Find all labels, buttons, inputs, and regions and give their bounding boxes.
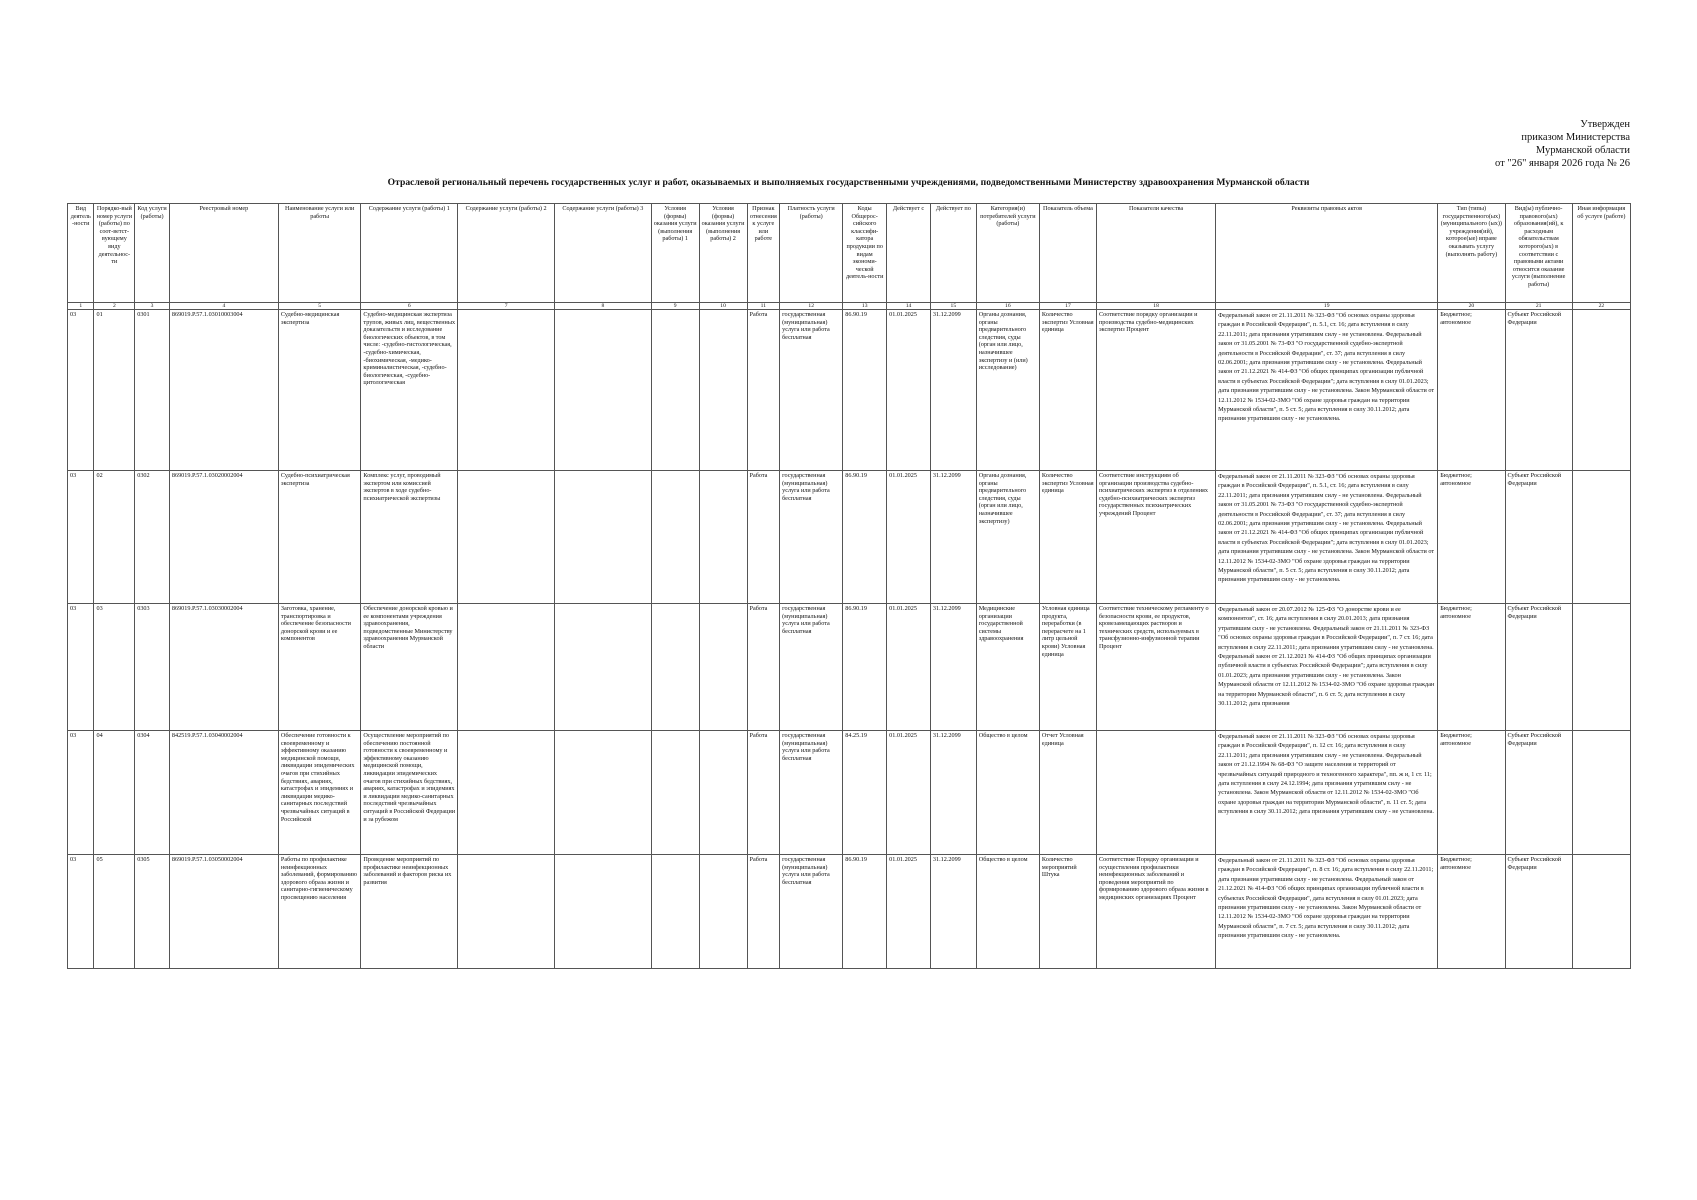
cell-content-2 <box>458 731 555 855</box>
cell-ordinal: 04 <box>94 731 135 855</box>
column-header: Показатели качества <box>1096 204 1215 303</box>
cell-activity-type: 03 <box>68 471 94 604</box>
column-number: 2 <box>94 303 135 310</box>
approval-stamp <box>1210 118 1630 170</box>
column-header: Коды Общерос-сийского классифи-катора продукции по видам экономи-ческой деятель-ности <box>843 204 887 303</box>
column-header: Условия (формы) оказания услуги (выполнения работы) 2 <box>699 204 747 303</box>
cell-service-name: Работы по профилактике неинфекционных заболеваний, формированию здорового образа жизни и санитарно-гигиеническому просвещению населения <box>278 855 361 969</box>
column-number: 4 <box>169 303 278 310</box>
table-row <box>68 604 1631 731</box>
column-header: Платность услуги (работы) <box>780 204 843 303</box>
cell-valid-from: 01.01.2025 <box>887 310 931 471</box>
column-number: 13 <box>843 303 887 310</box>
cell-payment: государственная (муниципальная) услуга или работа бесплатная <box>780 471 843 604</box>
column-header: Реестровый номер <box>169 204 278 303</box>
cell-content-2 <box>458 310 555 471</box>
approval-line-1: Утвержден <box>1580 119 1630 130</box>
cell-payment: государственная (муниципальная) услуга или работа бесплатная <box>780 604 843 731</box>
cell-service-or-work: Работа <box>747 731 780 855</box>
cell-valid-to: 31.12.2099 <box>930 471 976 604</box>
column-header: Признак отнесения к услуге или работе <box>747 204 780 303</box>
column-header: Реквизиты правовых актов <box>1216 204 1438 303</box>
cell-content-2 <box>458 855 555 969</box>
column-header: Действует с <box>887 204 931 303</box>
column-header: Содержание услуги (работы) 2 <box>458 204 555 303</box>
cell-condition-2 <box>699 471 747 604</box>
cell-activity-type: 03 <box>68 604 94 731</box>
cell-other-info <box>1572 855 1630 969</box>
cell-valid-to: 31.12.2099 <box>930 604 976 731</box>
column-header: Условия (формы) оказания услуги (выполнения работы) 1 <box>651 204 699 303</box>
cell-other-info <box>1572 604 1630 731</box>
column-header: Показатель объема <box>1039 204 1096 303</box>
cell-activity-type: 03 <box>68 310 94 471</box>
cell-activity-type: 03 <box>68 855 94 969</box>
cell-consumers: Медицинские организации государственной системы здравоохранения <box>976 604 1039 731</box>
cell-service-or-work: Работа <box>747 471 780 604</box>
table-row <box>68 471 1631 604</box>
column-header: Содержание услуги (работы) 1 <box>361 204 458 303</box>
cell-quality-indicators: Соответствие техническому регламенту о безопасности крови, ее продуктов, кровезамещающих растворов и технических средств, используемых в трансфузионно-инфузионной терапии Процент <box>1096 604 1215 731</box>
cell-volume-indicator: Количество экспертиз Условная единица <box>1039 310 1096 471</box>
approval-line-3: Мурманской области <box>1535 145 1630 156</box>
cell-public-entity: Субъект Российской Федерации <box>1505 310 1572 471</box>
column-number: 21 <box>1505 303 1572 310</box>
cell-registry-number: 869019.Р.57.1.03050002004 <box>169 855 278 969</box>
document-title: Отраслевой региональный перечень государственных услуг и работ, оказываемых и выполняемых государственными учреждениями, подведомственными Министерству здравоохранения Мурманской области <box>387 177 1310 188</box>
column-number: 6 <box>361 303 458 310</box>
services-registry-table <box>67 203 1631 969</box>
cell-consumers: Органы дознания, органы предварительного следствия, суды (орган или лицо, назначившее экспертизу) <box>976 471 1039 604</box>
table-row <box>68 731 1631 855</box>
column-number: 11 <box>747 303 780 310</box>
cell-condition-1 <box>651 471 699 604</box>
cell-content-3 <box>554 471 651 604</box>
cell-condition-1 <box>651 731 699 855</box>
cell-condition-2 <box>699 310 747 471</box>
cell-content-1: Проведение мероприятий по профилактике неинфекционных заболеваний и факторов риска их развития <box>361 855 458 969</box>
cell-okpd-code: 86.90.19 <box>843 604 887 731</box>
cell-public-entity: Субъект Российской Федерации <box>1505 731 1572 855</box>
cell-content-2 <box>458 604 555 731</box>
cell-registry-number: 869019.Р.57.1.03010003004 <box>169 310 278 471</box>
cell-valid-from: 01.01.2025 <box>887 471 931 604</box>
cell-valid-from: 01.01.2025 <box>887 855 931 969</box>
column-header: Код услуги (работы) <box>135 204 170 303</box>
cell-service-code: 0303 <box>135 604 170 731</box>
cell-registry-number: 869019.Р.57.1.03020002004 <box>169 471 278 604</box>
cell-ordinal: 02 <box>94 471 135 604</box>
cell-legal-acts: Федеральный закон от 21.11.2011 № 323-ФЗ "Об основах охраны здоровья граждан в Российской Федерации", п. 5.1, ст. 16; дата вступления в силу 22.11.2011; дата признания утратившим силу - не установлена. Федеральный закон от 31.05.2001 № 73-ФЗ "О государственной судебно-экспертной деятельности в Российской Федерации", ст. 37; дата вступления в силу 02.06.2001; дата признания утратившим силу - не установлена. Федеральный закон от 21.12.2021 № 414-ФЗ "Об общих принципах организации публичной власти в субъектах Российской Федерации"; дата вступления в силу 01.01.2023; дата признания утратившим силу - не установлена. Закон Мурманской области от 12.11.2012 № 1534-02-ЗМО "Об охране здоровья граждан на территории Мурманской области", п. 5 ст. 5; дата вступления в силу 30.11.2012; дата признания утратившим силу - не установлена. <box>1216 310 1438 471</box>
cell-institution-type: Бюджетное; автономное <box>1438 471 1505 604</box>
cell-service-name: Судебно-психиатрическая экспертиза <box>278 471 361 604</box>
column-number: 8 <box>554 303 651 310</box>
cell-volume-indicator: Количество экспертиз Условная единица <box>1039 471 1096 604</box>
cell-registry-number: 842519.Р.57.1.03040002004 <box>169 731 278 855</box>
cell-institution-type: Бюджетное; автономное <box>1438 855 1505 969</box>
cell-okpd-code: 86.90.19 <box>843 310 887 471</box>
cell-okpd-code: 84.25.19 <box>843 731 887 855</box>
cell-other-info <box>1572 731 1630 855</box>
cell-content-1: Комплекс услуг, проводимый экспертом или комиссией экспертов в ходе судебно-психиатрической экспертизы <box>361 471 458 604</box>
cell-content-3 <box>554 731 651 855</box>
cell-public-entity: Субъект Российской Федерации <box>1505 471 1572 604</box>
column-number: 9 <box>651 303 699 310</box>
cell-registry-number: 869019.Р.57.1.03030002004 <box>169 604 278 731</box>
column-header: Иная информация об услуге (работе) <box>1572 204 1630 303</box>
cell-content-3 <box>554 310 651 471</box>
column-header: Действует по <box>930 204 976 303</box>
column-header: Вид деятель-ности <box>68 204 94 303</box>
table-row <box>68 310 1631 471</box>
cell-quality-indicators: Соответствие инструкциям об организации производства судебно-психиатрических экспертиз в отделениях судебно-психиатрических экспертиз государственных психиатрических учреждений Процент <box>1096 471 1215 604</box>
column-number: 16 <box>976 303 1039 310</box>
cell-legal-acts: Федеральный закон от 21.11.2011 № 323-ФЗ "Об основах охраны здоровья граждан в Российской Федерации", п. 12 ст. 16; дата вступления в силу 22.11.2011; дата признания утратившим силу - не установлена. Федеральный закон от 21.12.1994 № 68-ФЗ "О защите населения и территорий от чрезвычайных ситуаций природного и техногенного характера", пп. ж и, 1 ст. 11; дата вступления в силу 24.12.1994; дата признания утратившим силу - не установлена. Закон Мурманской области от 12.11.2012 № 1534-02-ЗМО "Об охране здоровья граждан на территории Мурманской области", п. 11 ст. 5; дата вступления в силу 30.11.2012; дата признания утратившим силу - не установлена. <box>1216 731 1438 855</box>
column-number: 20 <box>1438 303 1505 310</box>
column-number: 17 <box>1039 303 1096 310</box>
cell-quality-indicators <box>1096 731 1215 855</box>
cell-activity-type: 03 <box>68 731 94 855</box>
column-number: 14 <box>887 303 931 310</box>
cell-valid-from: 01.01.2025 <box>887 731 931 855</box>
cell-okpd-code: 86.90.19 <box>843 855 887 969</box>
cell-service-name: Обеспечение готовности к своевременному и эффективному оказанию медицинской помощи, ликвидации эпидемических очагов при стихийных бедствиях, авариях, катастрофах и эпидемиях и ликвидации медико-санитарных последствий чрезвычайных ситуаций в Российской <box>278 731 361 855</box>
column-number: 22 <box>1572 303 1630 310</box>
cell-public-entity: Субъект Российской Федерации <box>1505 604 1572 731</box>
column-header: Тип (типы) государственного(ых) (муниципального (ых)) учреждения(ий), которое(ые) вправе оказывать услугу (выполнять работу) <box>1438 204 1505 303</box>
cell-payment: государственная (муниципальная) услуга или работа бесплатная <box>780 855 843 969</box>
column-number: 1 <box>68 303 94 310</box>
cell-legal-acts: Федеральный закон от 21.11.2011 № 323-ФЗ "Об основах охраны здоровья граждан в Российской Федерации", п. 5.1, ст. 16; дата вступления в силу 22.11.2011; дата признания утратившим силу - не установлена. Федеральный закон от 31.05.2001 № 73-ФЗ "О государственной судебно-экспертной деятельности в Российской Федерации", ст. 37; дата вступления в силу 02.06.2001; дата признания утратившим силу - не установлена. Федеральный закон от 21.12.2021 № 414-ФЗ "Об общих принципах организации публичной власти в субъектах Российской Федерации"; дата вступления в силу 01.01.2023; дата признания утратившим силу - не установлена. Закон Мурманской области от 12.11.2012 № 1534-02-ЗМО "Об охране здоровья граждан на территории Мурманской области", п. 5 ст. 5; дата вступления в силу 30.11.2012; дата признания утратившим силу - не установлена. <box>1216 471 1438 604</box>
column-number: 18 <box>1096 303 1215 310</box>
cell-condition-2 <box>699 604 747 731</box>
cell-legal-acts: Федеральный закон от 20.07.2012 № 125-ФЗ "О донорстве крови и ее компонентов", ст. 16; дата вступления в силу 20.01.2013; дата признания утратившим силу - не установлена. Федеральный закон от 21.11.2011 № 323-ФЗ "Об основах охраны здоровья граждан в Российской Федерации", п. 7 ст. 16; дата вступления в силу 22.11.2011; дата признания утратившим силу - не установлена. Федеральный закон от 21.12.2021 № 414-ФЗ "Об общих принципах организации публичной власти в субъектах Российской Федерации"; дата вступления в силу 01.01.2023; дата признания утратившим силу - не установлена. Закон Мурманской области от 12.11.2012 № 1534-02-ЗМО "Об охране здоровья граждан на территории Мурманской области", п. 6 ст. 5; дата вступления в силу 30.11.2012; дата признания <box>1216 604 1438 731</box>
approval-line-2: приказом Министерства <box>1521 132 1630 143</box>
cell-service-code: 0305 <box>135 855 170 969</box>
column-number: 5 <box>278 303 361 310</box>
cell-institution-type: Бюджетное; автономное <box>1438 310 1505 471</box>
cell-content-2 <box>458 471 555 604</box>
cell-content-1: Судебно-медицинская экспертиза трупов, живых лиц, вещественных доказательств и исследование биологических объектов, в том числе: -судебно-гистологическая, -судебно-химическая, -биохимическая, -медико-криминалистическая, -судебно-биологическая, -судебно-цитологическая <box>361 310 458 471</box>
cell-quality-indicators: Соответствие Порядку организации и осуществления профилактики неинфекционных заболеваний и проведения мероприятий по формированию здорового образа жизни в медицинских организациях Процент <box>1096 855 1215 969</box>
cell-valid-to: 31.12.2099 <box>930 731 976 855</box>
cell-service-code: 0302 <box>135 471 170 604</box>
cell-service-or-work: Работа <box>747 855 780 969</box>
cell-legal-acts: Федеральный закон от 21.11.2011 № 323-ФЗ "Об основах охраны здоровья граждан в Российской Федерации", п. 8 ст. 16; дата вступления в силу 22.11.2011; дата признания утратившим силу - не установлена. Федеральный закон от 21.12.2021 № 414-ФЗ "Об общих принципах организации публичной власти в субъектах Российской Федерации", дата вступления в силу 01.01.2023; дата признания утратившим силу - не установлена. Закон Мурманской области от 12.11.2012 № 1534-02-ЗМО "Об охране здоровья граждан на территории Мурманской области", п. 7 ст. 5; дата вступления в силу 30.11.2012; дата признания утратившим силу - не установлена. <box>1216 855 1438 969</box>
column-header: Вид(ы) публично-правового(ых) образования(ий), к расходным обязательствам которого(ых) в соответствии с правовыми актами относится оказание услуги (выполнение работы) <box>1505 204 1572 303</box>
cell-okpd-code: 86.90.19 <box>843 471 887 604</box>
cell-service-code: 0301 <box>135 310 170 471</box>
header-row <box>68 204 1631 303</box>
cell-volume-indicator: Условная единица продукта, переработки (в перерасчете на 1 литр цельной крови) Условная единица <box>1039 604 1096 731</box>
cell-ordinal: 05 <box>94 855 135 969</box>
cell-condition-2 <box>699 731 747 855</box>
column-number: 12 <box>780 303 843 310</box>
cell-service-or-work: Работа <box>747 310 780 471</box>
cell-public-entity: Субъект Российской Федерации <box>1505 855 1572 969</box>
cell-payment: государственная (муниципальная) услуга или работа бесплатная <box>780 310 843 471</box>
cell-valid-from: 01.01.2025 <box>887 604 931 731</box>
cell-service-name: Судебно-медицинская экспертиза <box>278 310 361 471</box>
cell-consumers: Общество в целом <box>976 855 1039 969</box>
cell-condition-1 <box>651 310 699 471</box>
cell-content-3 <box>554 604 651 731</box>
cell-consumers: Органы дознания, органы предварительного следствия, суды (орган или лицо, назначившее экспертизу и (или) исследование) <box>976 310 1039 471</box>
column-header: Порядко-вый номер услуги (работы) по соот-ветст-вующему виду деятельнос-ти <box>94 204 135 303</box>
cell-other-info <box>1572 310 1630 471</box>
cell-payment: государственная (муниципальная) услуга или работа бесплатная <box>780 731 843 855</box>
cell-institution-type: Бюджетное; автономное <box>1438 604 1505 731</box>
cell-service-name: Заготовка, хранение, транспортировка и обеспечение безопасности донорской крови и ее компонентов <box>278 604 361 731</box>
cell-institution-type: Бюджетное; автономное <box>1438 731 1505 855</box>
cell-content-1: Обеспечение донорской кровью и ее компонентами учреждения здравоохранения, подведомственные Министерству здравоохранения Мурманской области <box>361 604 458 731</box>
cell-volume-indicator: Отчет Условная единица <box>1039 731 1096 855</box>
approval-line-4: от "26" января 2026 года № 26 <box>1494 158 1630 169</box>
cell-condition-1 <box>651 604 699 731</box>
cell-content-1: Осуществление мероприятий по обеспечению постоянной готовности к своевременному и эффективному оказанию медицинской помощи, ликвидации эпидемических очагов при стихийных бедствиях, авариях, катастрофах и эпидемиях и ликвидации медико-санитарных последствий чрезвычайных ситуаций в Российской Федерации и за рубежом <box>361 731 458 855</box>
cell-ordinal: 01 <box>94 310 135 471</box>
column-number-row <box>68 303 1631 310</box>
cell-valid-to: 31.12.2099 <box>930 310 976 471</box>
column-number: 10 <box>699 303 747 310</box>
column-number: 3 <box>135 303 170 310</box>
cell-condition-2 <box>699 855 747 969</box>
column-number: 15 <box>930 303 976 310</box>
cell-ordinal: 03 <box>94 604 135 731</box>
cell-volume-indicator: Количество мероприятий Штука <box>1039 855 1096 969</box>
cell-quality-indicators: Соответствие порядку организации и производства судебно-медицинских экспертиз Процент <box>1096 310 1215 471</box>
column-header: Наименование услуги или работы <box>278 204 361 303</box>
cell-consumers: Общество в целом <box>976 731 1039 855</box>
column-number: 7 <box>458 303 555 310</box>
cell-other-info <box>1572 471 1630 604</box>
cell-service-code: 0304 <box>135 731 170 855</box>
cell-valid-to: 31.12.2099 <box>930 855 976 969</box>
column-header: Содержание услуги (работы) 3 <box>554 204 651 303</box>
column-number: 19 <box>1216 303 1438 310</box>
cell-content-3 <box>554 855 651 969</box>
cell-condition-1 <box>651 855 699 969</box>
table-row <box>68 855 1631 969</box>
column-header: Категория(и) потребителей услуги (работы) <box>976 204 1039 303</box>
cell-service-or-work: Работа <box>747 604 780 731</box>
